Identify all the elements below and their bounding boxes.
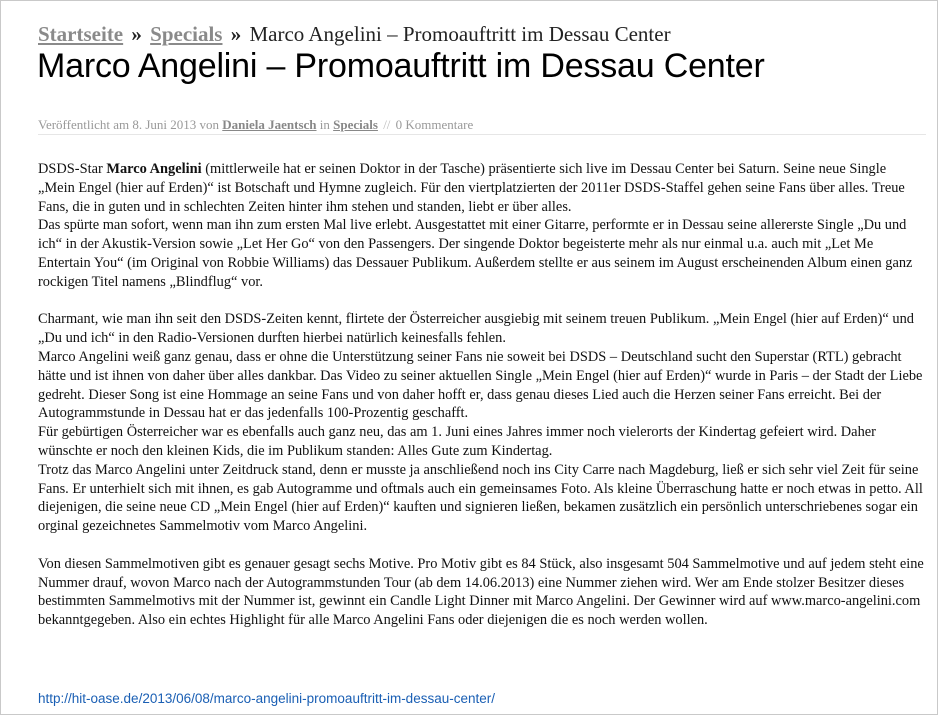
article-paragraph: Für gebürtigen Österreicher war es ebenfalls auch ganz neu, das am 1. Juni eines Jahres immer noch vielerorts der Kindertag gefeiert wird. Daher wünschte er noch den kleinen Kids, die im Publikum standen: Alles Gute zum Kindertag. — [38, 424, 876, 459]
permalink-url[interactable]: http://hit-oase.de/2013/06/08/marco-angelini-promoauftritt-im-dessau-center/ — [38, 691, 495, 706]
page-title: Marco Angelini – Promoauftritt im Dessau Center — [37, 47, 765, 85]
breadcrumb-category-link[interactable]: Specials — [150, 22, 223, 46]
article-paragraph: Marco Angelini weiß ganz genau, dass er ohne die Unterstützung seiner Fans nie soweit bei DSDS – Deutschland sucht den Superstar (RTL) gebracht hätte und ist ihnen von daher über alles dankbar. Das Video zu seiner aktuellen Single „Mein Engel (hier auf Erden)“ wurde in Paris – der Stadt der Liebe gedreht. Dieser Song ist eine Hommage an seine Fans und von daher hofft er, dass genau dieses Lied auch die Herzen seiner Fans erreicht. Bei der Autogrammstunde in Dessau hat er das jedenfalls 100-Prozentig geschafft. — [38, 348, 923, 422]
meta-in: in — [319, 117, 330, 132]
article-paragraph: Trotz das Marco Angelini unter Zeitdruck stand, denn er musste ja anschließend noch ins City Carre nach Magdeburg, ließ er sich sehr viel Zeit für seine Fans. Er unterhielt sich mit ihnen, es gab Autogramme und oftmals auch ein gemeinsames Foto. Als kleine Überraschung hatte er noch etwas in petto. All diejenigen, die seine neue CD „Mein Engel (hier auf Erden)“ kauften und signieren ließen, bekamen zusätzlich ein persönlich unterschriebenes sogar ein orginal gezeichnetes Sammelmotiv vom Marco Angelini. — [38, 461, 923, 535]
breadcrumb-separator: » — [131, 22, 142, 46]
meta-date: 8. Juni 2013 — [132, 117, 197, 132]
article-paragraph — [38, 160, 924, 216]
article-paragraph: Von diesen Sammelmotiven gibt es genauer gesagt sechs Motive. Pro Motiv gibt es 84 Stück, also insgesamt 504 Sammelmotive und auf jedem steht eine Nummer drauf, wovon Marco nach der Autogrammstunden Tour (ab dem 14.06.2013) eine Nummer ziehen wird. Wer am Ende stolzer Besitzer dieses bestimmten Sammelmotivs mit der Nummer ist, gewinnt ein Candle Light Dinner mit Marco Angelini. Der Gewinner wird auf www.marco-angelini.com bekanntgegeben. Also ein echtes Highlight für alle Marco Angelini Fans oder diejenigen die es noch werden wollen. — [38, 555, 924, 629]
artist-name: Marco Angelini — [106, 161, 202, 177]
article-body — [38, 160, 924, 630]
meta-category-link[interactable]: Specials — [333, 117, 378, 132]
post-meta — [38, 117, 473, 133]
article-text: (mittlerweile hat er seinen Doktor in der Tasche) präsentierte sich live im Dessau Center bei Saturn. Seine neue Single „Mein Engel (hier auf Erden)“ ist Botschaft und Hymne zugleich. Für den viertplatzierten der 2011er DSDS-Staffel gehen seine Fans über alles. Treue Fans, die in guten und in schlechten Zeiten hinter ihm stehen und standen, liebt er über alles. — [38, 161, 905, 215]
meta-by: von — [199, 117, 220, 132]
paragraph-gap — [38, 292, 924, 311]
meta-comments: 0 Kommentare — [395, 117, 474, 132]
article-text: DSDS-Star — [38, 161, 107, 177]
breadcrumb-separator: » — [230, 22, 242, 46]
meta-published-prefix: Veröffentlicht am — [38, 117, 130, 132]
breadcrumb-home-link[interactable]: Startseite — [38, 22, 124, 46]
breadcrumb-current: Marco Angelini – Promoauftritt im Dessau Center — [249, 22, 671, 46]
breadcrumb — [38, 22, 671, 47]
article-paragraph: Charmant, wie man ihn seit den DSDS-Zeiten kennt, flirtete der Österreicher ausgiebig mit seinem treuen Publikum. „Mein Engel (hier auf Erden)“ und „Du und ich“ in den Radio-Versionen durften hierbei natürlich keinesfalls fehlen. — [38, 311, 914, 347]
paragraph-gap — [38, 536, 924, 555]
article-paragraph: Das spürte man sofort, wenn man ihn zum ersten Mal live erlebt. Ausgestattet mit einer Gitarre, performte er in Dessau seine allererste Single „Du und ich“ in der Akustik-Version sowie „Let Her Go“ von den Passengers. Der singende Doktor begeisterte mehr als nur einmal u.a. auch mit „Let Me Entertain You“ (im Original von Robbie Williams) das Dessauer Publikum. Außerdem stellte er aus seinem im August erscheinenden Album einen ganz rockigen Titel namens „Blindflug“ vor. — [38, 217, 913, 290]
meta-author-link[interactable]: Daniela Jaentsch — [222, 117, 317, 132]
meta-separator: // — [383, 117, 391, 132]
divider — [38, 134, 926, 135]
